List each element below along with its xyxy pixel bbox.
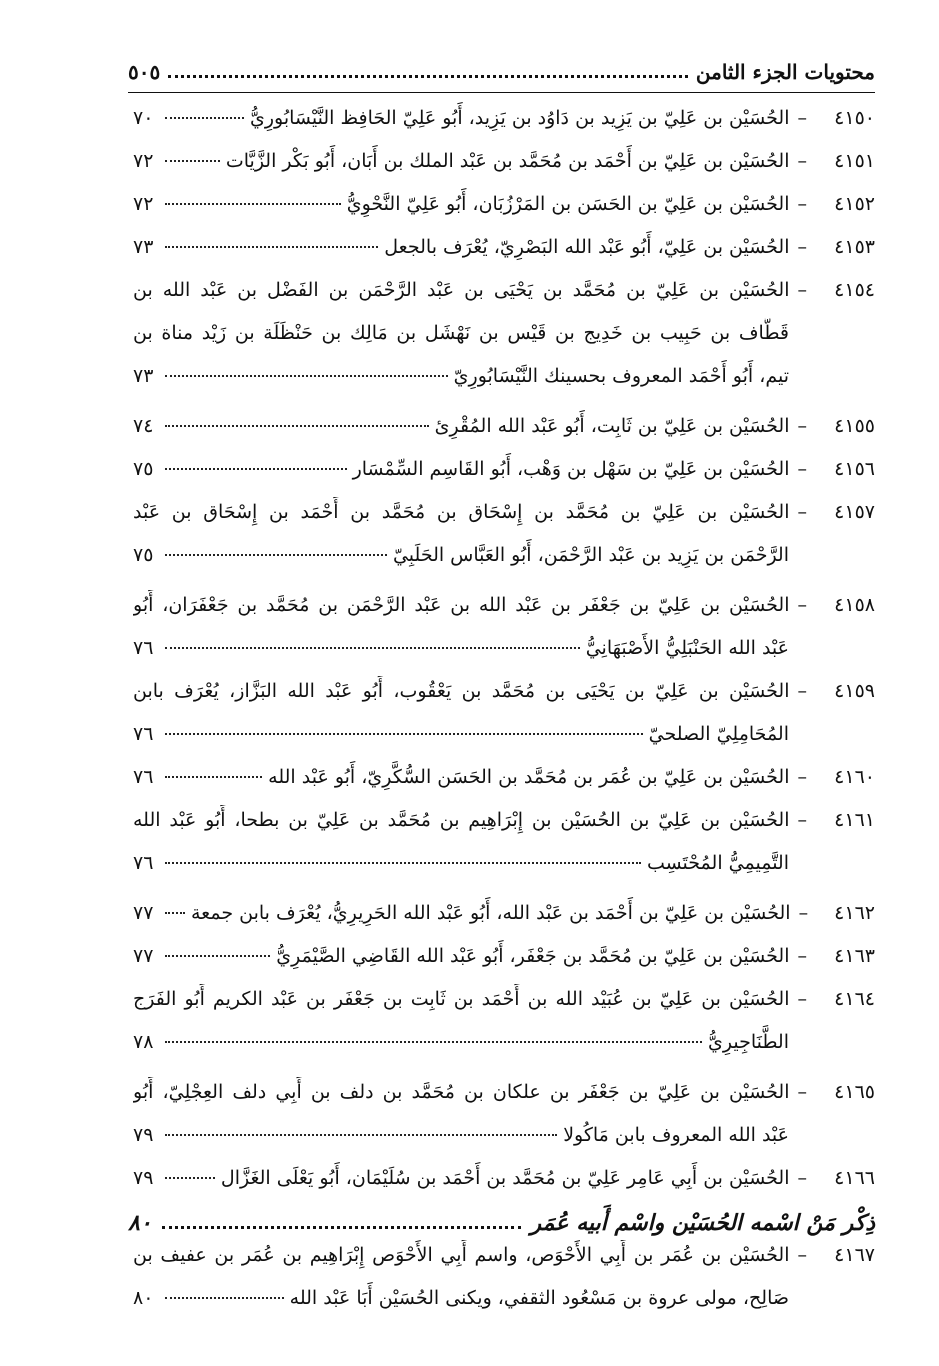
toc-entry-line [133,898,875,928]
entry-number: ٤١٥٧ [834,501,875,523]
entry-text: الحُسَيْن بن عَلِيّ بن يَزِيد بن دَاوُد بن يَزِيد، أَبُو عَلِيّ الحَافِظ النَّيْسَابُورِيُّ [249,107,790,129]
entry-dash: – [797,107,807,129]
entry-number: ٤١٦٣ [834,945,875,967]
entry-text: تيم، أَبُو أَحْمَد المعروف بحسينك النَّيْسَابُورِيّ [453,365,789,387]
entry-number: ٤١٥٥ [834,415,875,437]
entry-text: الطَّنَاجِيرِيُّ [707,1031,789,1053]
entry-text: الحُسَيْن بن عَلِيّ، أَبُو عَبْد الله البَصْرِيّ، يُعْرَف بالجعل [384,236,790,258]
header-page-number: ٥٠٥ [128,60,161,84]
entry-dash: – [797,988,807,1010]
leader-dots [165,955,270,957]
leader-dots [165,246,378,248]
entry-dash: – [797,236,807,258]
toc-entry-line [133,805,875,835]
entry-number: ٤١٥٢ [834,193,875,215]
leader-dots [165,733,643,735]
entry-number: ٤١٦٠ [834,766,875,788]
toc-entry-line [133,633,789,663]
leader-dots [165,554,387,556]
entry-text: قَطَّاف بن حَبِيب بن خَدِيج بن قَيْس بن نَهْشَل بن مَالِك بن حَنْظَلَة بن زَيْد مناة بن [133,322,789,344]
leader-dots [165,647,580,649]
entry-text: الحُسَيْن بن عَلِيّ بن سَهْل بن وَهْب، أَبُو القَاسِم السِّمْسَار [352,458,790,480]
leader-dots [165,862,641,864]
entry-text: الحُسَيْن بن أَبِي عَامِر عَلِيّ بن مُحَمَّد بن أَحْمَد بن سُلَيْمَان، أَبُو يَعْلَى الغَزَّال [220,1167,790,1189]
toc-entry-line [133,848,789,878]
entry-dash: – [797,193,807,215]
entry-text: عَبْد الله الحَنْبَلِيُّ الأَصْبَهَانِيُّ [585,637,789,659]
toc-entry-line [133,497,875,527]
toc-entry-line [133,540,789,570]
toc-entry-line [133,318,789,348]
leader-dots [165,160,220,162]
entry-dash: – [797,279,807,301]
entry-text: الحُسَيْن بن عَلِيّ بن الحَسَن بن المَرْزُبَان، أَبُو عَلِيّ النَّحْوِيُّ [346,193,790,215]
toc-entry-line [133,984,875,1014]
entry-text: الحُسَيْن بن عَلِيّ بن أَحْمَد بن عَبْد الله، أَبُو عَبْد الله الحَرِيرِيُّ، يُعْرَف بابن جمعة [191,902,791,924]
entry-text: الحُسَيْن بن عَلِيّ بن مُحَمَّد بن يَحْيَى بن عَبْد الرَّحْمَن بن الفَضْل بن عَبْد الله بن [133,279,790,301]
section-leader-dots [162,1226,521,1229]
leader-dots [165,425,429,427]
entry-number: ٤١٥٦ [834,458,875,480]
entry-text: عَبْد الله المعروف بابن مَاكُولا [563,1124,789,1146]
entry-page-number: ٧٦ [133,637,154,659]
entry-dash: – [797,1081,807,1103]
entry-number: ٤١٦١ [834,809,875,831]
toc-entry-line [133,275,875,305]
entry-text: الحُسَيْن بن عَلِيّ بن جَعْفَر بن علكان بن مُحَمَّد بن دلف بن أَبِي دلف العِجْلِيّ، أَبُو [133,1081,790,1103]
entry-dash: – [797,809,807,831]
entry-page-number: ٧٥ [133,458,154,480]
toc-entry-line [133,1027,789,1057]
entry-number: ٤١٥٤ [834,279,875,301]
leader-dots [165,117,244,119]
section-page-number: ٨٠ [128,1210,152,1236]
entry-page-number: ٧٢ [133,150,154,172]
toc-entry-line [133,189,875,219]
page-header [128,52,875,93]
entry-text: الحُسَيْن بن عَلِيّ بن أَحْمَد بن مُحَمَّد بن عَبْد الملك بن أَبَان، أَبُو بَكْر الزَّيَّات [225,150,790,172]
section-title: ذِكْر مَنْ اسْمه الحُسَيْن واسْم أَبيه عُمَر [530,1210,875,1236]
entry-text: الحُسَيْن بن عَلِيّ بن مُحَمَّد بن إِسْحَاق بن مُحَمَّد بن أَحْمَد بن إِسْحَاق بن عَبْد [133,501,790,523]
entry-text: الرَّحْمَن بن يَزِيد بن عَبْد الرَّحْمَن، أَبُو العَبَّاس الحَلَبِيّ [392,544,789,566]
entry-number: ٤١٦٢ [834,902,875,924]
toc-entry-line [133,941,875,971]
entry-page-number: ٧٨ [133,1031,154,1053]
entry-page-number: ٧٠ [133,107,154,129]
toc-entry-line [133,361,789,391]
entry-number: ٤١٦٧ [834,1244,875,1266]
toc-entry-line [133,590,875,620]
entry-page-number: ٧٤ [133,415,154,437]
entry-text: الحُسَيْن بن عَلِيّ بن جَعْفَر بن عَبْد الله بن عَبْد الرَّحْمَن بن مُحَمَّد بن جَعْفَرَان، أَبُو [133,594,790,616]
toc-entry-line [133,1240,875,1270]
leader-dots [165,776,262,778]
toc-entry-line [133,1163,875,1193]
entry-text: الحُسَيْن بن عَلِيّ بن عُبَيْد الله بن أَحْمَد بن ثَابِت بن جَعْفَر بن عَبْد الكريم أَبُو الفَرَج [133,988,790,1010]
toc-entry-line [133,676,875,706]
leader-dots [165,468,347,470]
entry-page-number: ٨٠ [133,1287,154,1309]
entry-number: ٤١٦٥ [834,1081,875,1103]
entry-number: ٤١٥١ [834,150,875,172]
entry-dash: – [797,1167,807,1189]
toc-entry-line [133,762,875,792]
entry-text: المُحَامِلِيّ الصلحيّ [648,723,789,745]
entry-dash: – [797,594,807,616]
header-title: محتويات الجزء الثامن [695,60,875,84]
leader-dots [165,375,448,377]
entry-page-number: ٧٦ [133,723,154,745]
leader-dots [165,912,185,914]
toc-entry-line [133,411,875,441]
entry-text: الحُسَيْن بن عَلِيّ بن ثَابِت، أَبُو عَبْد الله المُقْرِئ [434,415,790,437]
entry-text: الحُسَيْن بن عَلِيّ بن يَحْيَى بن مُحَمَّد بن يَعْقُوب، أَبُو عَبْد الله البَزَّاز، يُعْرَف بابن [133,680,790,702]
toc-entry-line [133,1283,789,1313]
entry-dash: – [797,501,807,523]
entry-page-number: ٧٩ [133,1124,154,1146]
entry-page-number: ٧٩ [133,1167,154,1189]
entry-text: صَالِح، مولى عروة بن مَسْعُود الثقفي، ويكنى الحُسَيْن أَبَا عَبْد الله [289,1287,789,1309]
entry-page-number: ٧٧ [133,902,154,924]
entry-number: ٤١٥٣ [834,236,875,258]
entry-dash: – [797,680,807,702]
entry-dash: – [797,415,807,437]
entry-page-number: ٧٧ [133,945,154,967]
entry-dash: – [797,1244,807,1266]
leader-dots [165,203,341,205]
leader-dots [165,1177,215,1179]
section-heading [128,1207,875,1239]
toc-entry-line [133,454,875,484]
entry-dash: – [797,458,807,480]
toc-entry-line [133,232,875,262]
toc-entry-line [133,103,875,133]
toc-entry-line [133,719,789,749]
entry-number: ٤١٦٤ [834,988,875,1010]
toc-entry-line [133,146,875,176]
entry-dash: – [797,150,807,172]
entry-page-number: ٧٣ [133,365,154,387]
entry-text: الحُسَيْن بن عَلِيّ بن عُمَر بن مُحَمَّد بن الحَسَن السُّكَّرِيّ، أَبُو عَبْد الله [268,766,790,788]
entry-page-number: ٧٣ [133,236,154,258]
entry-page-number: ٧٢ [133,193,154,215]
entry-page-number: ٧٦ [133,766,154,788]
leader-dots [165,1297,284,1299]
entry-text: الحُسَيْن بن عَلِيّ بن مُحَمَّد بن جَعْفَر، أَبُو عَبْد الله القَاضِي الصَّيْمَرِيُّ [276,945,790,967]
entry-text: التَّمِيمِيُّ المُحْتَسِب [646,852,789,874]
entry-page-number: ٧٦ [133,852,154,874]
leader-dots [165,1134,557,1136]
leader-dots [165,1041,702,1043]
header-leader-dots [168,75,688,78]
toc-entry-line [133,1120,789,1150]
entry-page-number: ٧٥ [133,544,154,566]
entry-text: الحُسَيْن بن عَلِيّ بن الحُسَيْن بن إِبْرَاهِيم بن مُحَمَّد بن عَلِيّ بن بطحا، أَبُو عَبْد الله [133,809,790,831]
entry-number: ٤١٦٦ [834,1167,875,1189]
entry-number: ٤١٥٩ [834,680,875,702]
entry-dash: – [798,902,809,924]
entry-dash: – [797,766,807,788]
entry-dash: – [797,945,807,967]
toc-entry-line [133,1077,875,1107]
entry-number: ٤١٥٠ [834,107,875,129]
entry-text: الحُسَيْن بن عُمَر بن أَبِي الأَحْوَص، واسم أَبِي الأَحْوَص إِبْرَاهِيم بن عُمَر بن عفيف بن [133,1244,790,1266]
entry-number: ٤١٥٨ [834,594,875,616]
